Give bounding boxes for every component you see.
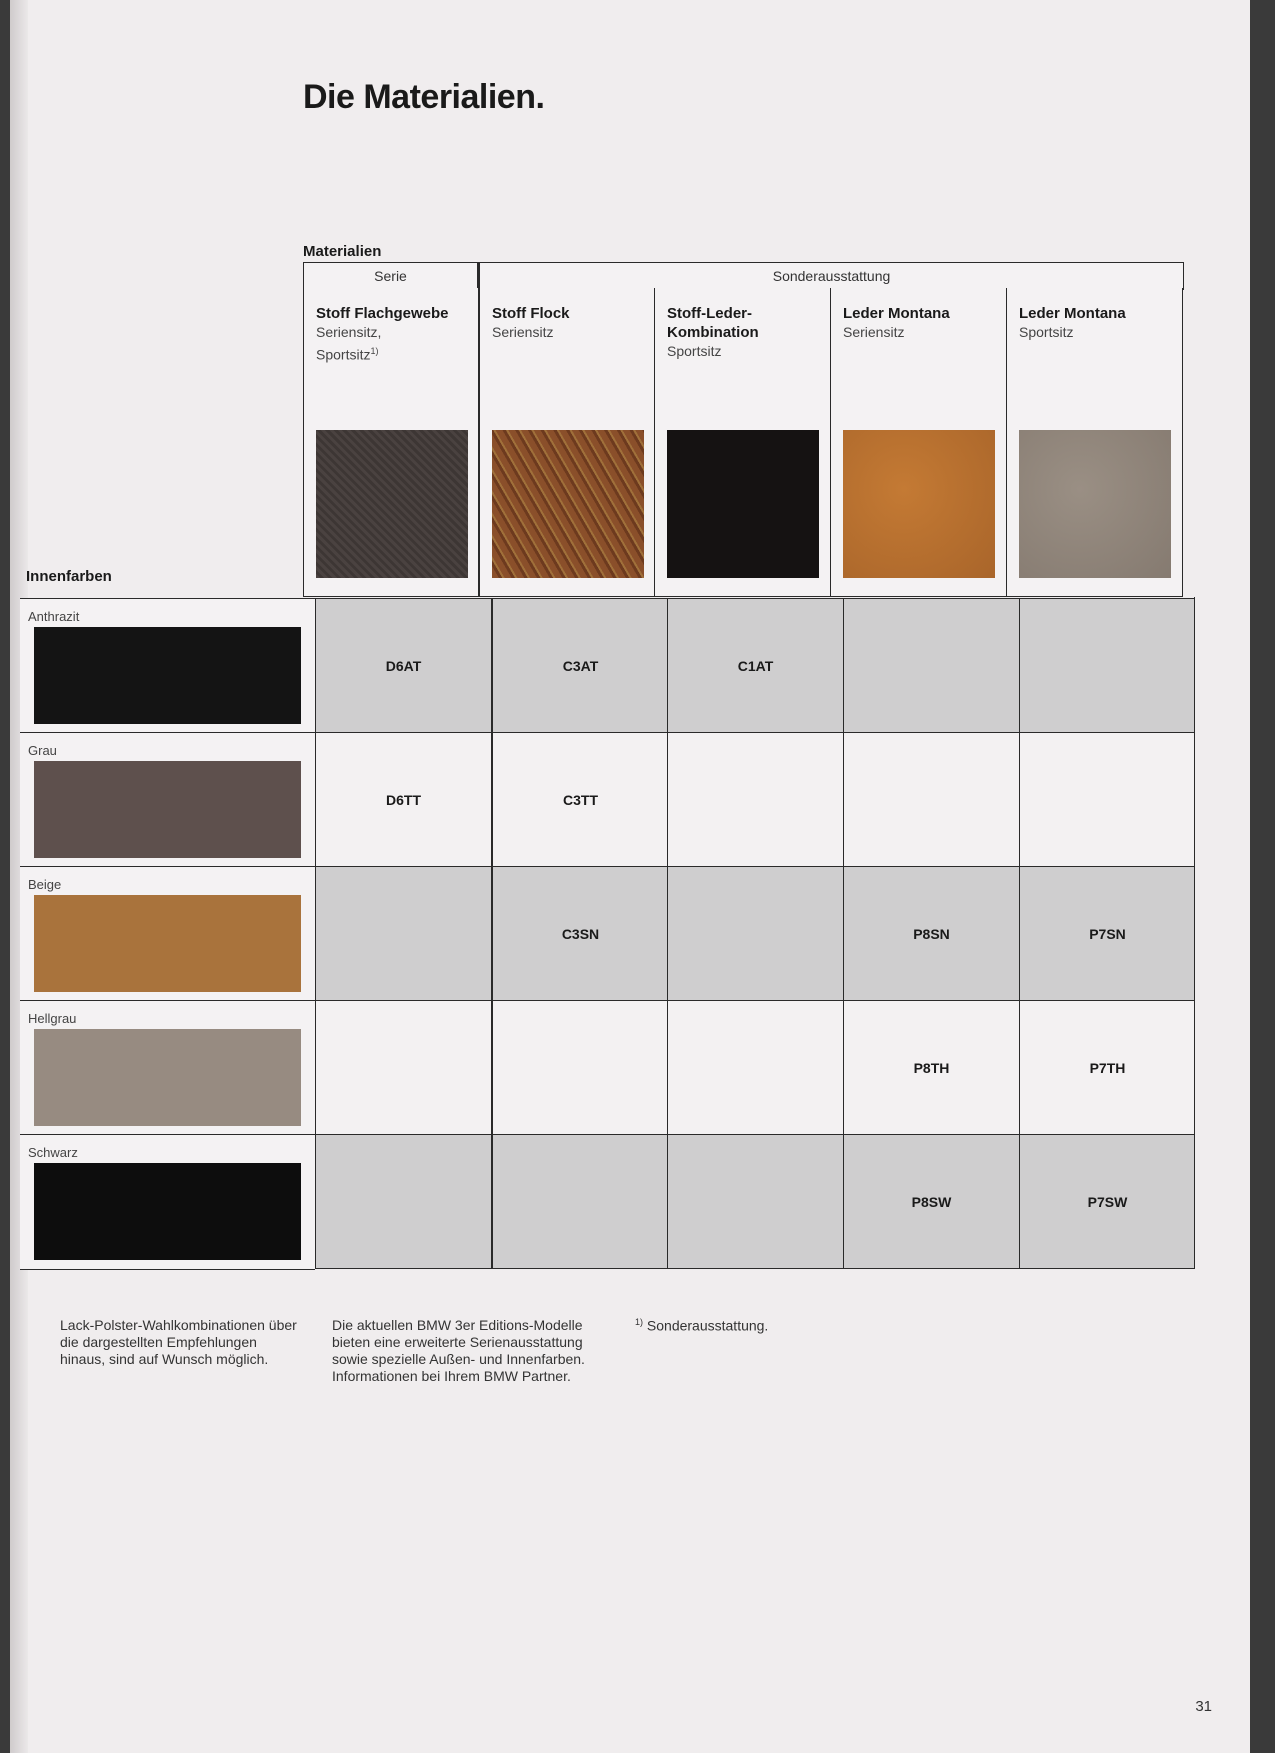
material-title: Stoff-Leder- [667, 305, 752, 322]
code-cell [667, 1134, 843, 1268]
code-cell: C3SN [491, 866, 668, 1000]
code-cell: D6AT [315, 598, 491, 732]
code-cell [1019, 732, 1195, 866]
color-label: Grau [28, 743, 57, 758]
footnote-marker: 1) [635, 1317, 644, 1327]
color-label: Beige [28, 877, 62, 892]
material-sub: Seriensitz [492, 324, 554, 340]
code-cell: P8SN [843, 866, 1019, 1000]
material-column-1 [303, 288, 479, 597]
material-column-3 [654, 288, 831, 597]
flock-swatch [492, 430, 644, 578]
code-cell [315, 866, 491, 1000]
color-swatch-beige [34, 895, 301, 992]
material-title: Leder Montana [1019, 305, 1126, 322]
code-cell [667, 866, 843, 1000]
header-serie [303, 262, 478, 290]
material-title: Stoff Flock [492, 305, 570, 322]
code-cell: C3TT [491, 732, 668, 866]
material-title-2: Kombination [667, 324, 759, 341]
header-serie-label: Serie [374, 268, 407, 284]
note-combinations: Lack-Polster-Wahlkombinationen über die dargestellten Empfehlungen hinaus, sind auf Wunsch möglich. [60, 1317, 297, 1367]
material-column-2 [478, 288, 656, 597]
footnote-text: Sonderausstattung. [646, 1317, 769, 1334]
material-column-5 [1006, 288, 1183, 597]
page-title: Die Materialien. [303, 78, 545, 116]
code-cell: P7SN [1019, 866, 1195, 1000]
color-swatch-hellgrau [34, 1029, 301, 1126]
header-sonder-label: Sonderausstattung [772, 268, 891, 284]
color-swatch-anthrazit [34, 627, 301, 724]
code-cell [667, 1000, 843, 1134]
code-cell: P7SW [1019, 1134, 1195, 1268]
page-number: 31 [1195, 1698, 1212, 1715]
color-label: Hellgrau [28, 1011, 77, 1026]
material-sub: Seriensitz [843, 324, 905, 340]
code-cell: C3AT [491, 598, 668, 732]
material-name [843, 304, 998, 342]
color-row-grau [20, 732, 315, 867]
material-sub: Sportsitz [667, 343, 722, 359]
color-row-hellgrau [20, 1000, 315, 1135]
material-column-4 [830, 288, 1007, 597]
color-row-anthrazit [20, 598, 315, 733]
material-sub: Seriensitz, Sportsitz$^{1)}$ [316, 324, 382, 363]
leather-swatch [843, 430, 995, 578]
leather-combo-swatch [667, 430, 819, 578]
materials-label: Materialien [303, 243, 382, 260]
material-sub: Sportsitz [1019, 324, 1074, 340]
innenfarben-label: Innenfarben [26, 568, 112, 585]
material-name [492, 304, 647, 342]
material-name [316, 304, 470, 365]
note-footnote [635, 1314, 895, 1335]
material-name [667, 304, 822, 361]
code-cell: P7TH [1019, 1000, 1195, 1134]
code-cell: D6TT [315, 732, 491, 866]
code-cell [315, 1000, 491, 1134]
color-row-beige [20, 866, 315, 1001]
code-cell: C1AT [667, 598, 843, 732]
header-sonderausstattung [478, 262, 1184, 290]
code-cell [491, 1000, 668, 1134]
material-title: Leder Montana [843, 305, 950, 322]
color-label: Schwarz [28, 1145, 78, 1160]
code-cell [843, 732, 1019, 866]
code-cell [1019, 598, 1195, 732]
code-cell: P8SW [843, 1134, 1019, 1268]
code-cell [315, 1134, 491, 1268]
leather-swatch [1019, 430, 1171, 578]
material-title: Stoff Flachgewebe [316, 305, 449, 322]
material-name [1019, 304, 1174, 342]
color-row-schwarz [20, 1134, 315, 1270]
code-cell [491, 1134, 668, 1268]
fabric-swatch [316, 430, 468, 578]
color-swatch-grau [34, 761, 301, 858]
color-swatch-schwarz [34, 1163, 301, 1260]
color-label: Anthrazit [28, 609, 80, 624]
code-cell [843, 598, 1019, 732]
code-cell: P8TH [843, 1000, 1019, 1134]
code-cell [667, 732, 843, 866]
note-editions: Die aktuellen BMW 3er Editions-Modelle bieten eine erweiterte Serienausstattung sowie spezielle Außen- und Innenfarben. Informationen bei Ihrem BMW Partner. [332, 1317, 585, 1384]
brochure-page [10, 0, 1250, 1753]
